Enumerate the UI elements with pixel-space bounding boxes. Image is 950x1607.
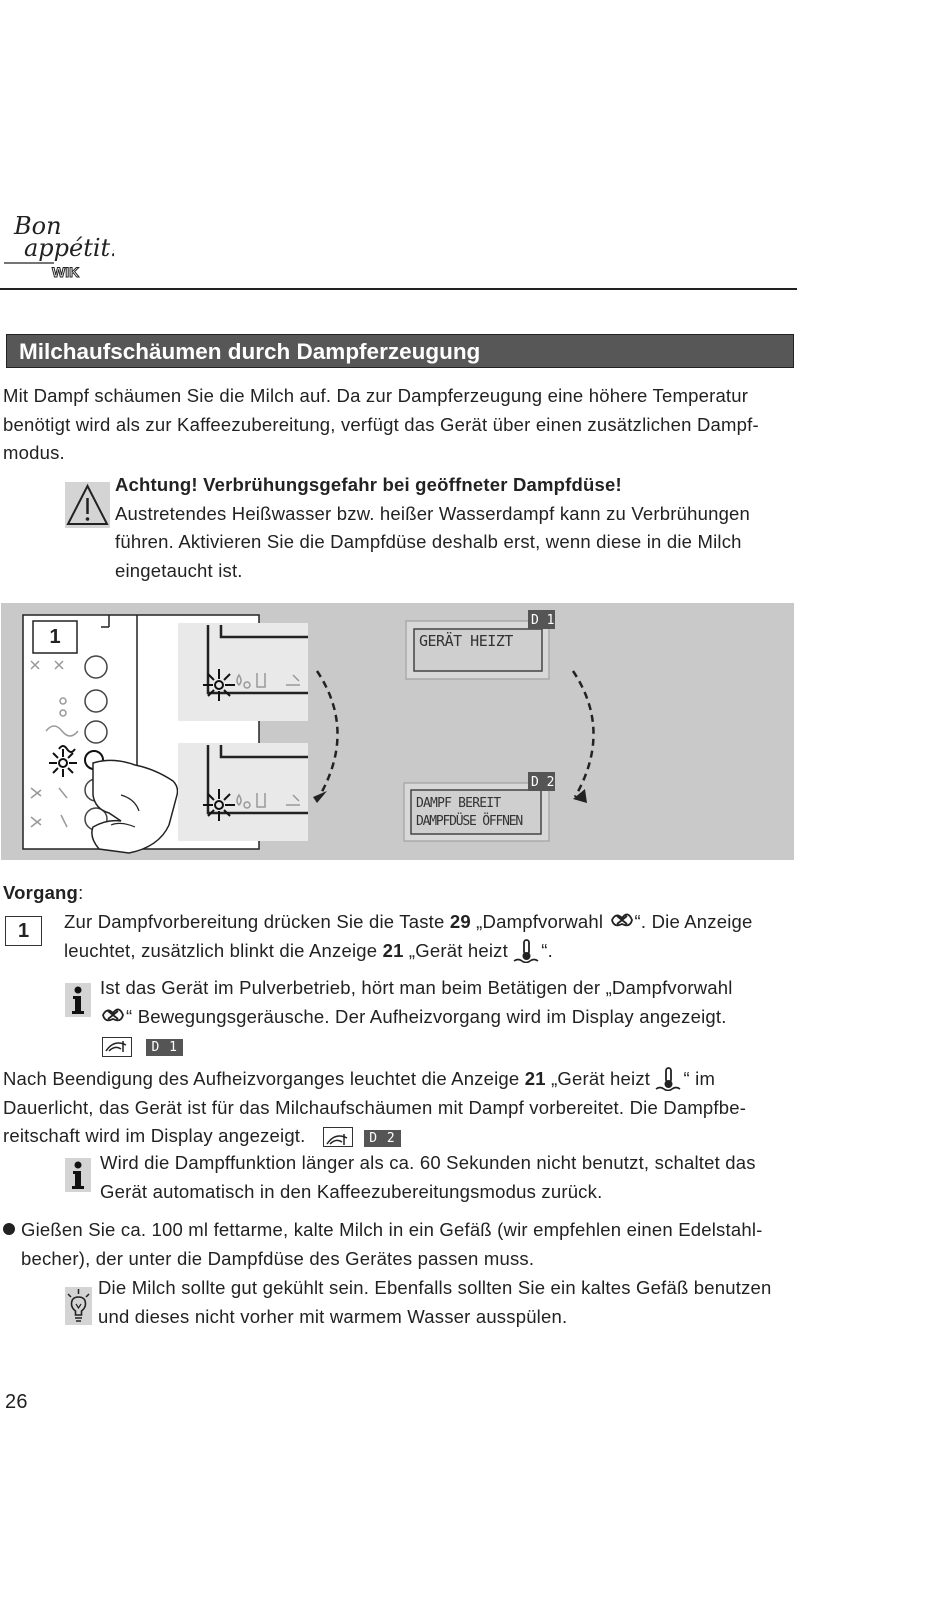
procedure-step-1: [64, 908, 824, 965]
warning-block: [115, 471, 815, 585]
warning-line-3: eingetaucht ist.: [115, 559, 243, 581]
procedure-step-number: 1: [5, 916, 42, 946]
tip-line-2: und dieses nicht vorher mit warmem Wasser ausspülen.: [98, 1305, 568, 1327]
display2-tag: D 2: [531, 775, 555, 790]
bullet-line-1: Gießen Sie ca. 100 ml fettarme, kalte Milch in ein Gefäß (wir empfehlen einen Edelstahl-: [21, 1219, 763, 1240]
figure-step-number: 1: [49, 626, 61, 648]
info1-display-tag: D 1: [146, 1039, 182, 1056]
bullet-dot: [3, 1223, 15, 1235]
steam-icon: [609, 910, 635, 932]
info2-line-1: Wird die Dampffunktion länger als ca. 60 Sekunden nicht benutzt, schaltet das: [100, 1152, 756, 1173]
info-note-2: [100, 1149, 820, 1206]
after-heating-paragraph: [3, 1065, 813, 1151]
header-rule: [0, 288, 797, 290]
bullet-item: [21, 1216, 821, 1273]
display1-tag: D 1: [531, 613, 555, 628]
intro-line-3: modus.: [3, 442, 65, 463]
warning-line-1: Austretendes Heißwasser bzw. heißer Wasserdampf kann zu Verbrühungen: [115, 502, 751, 524]
display1-text: GERÄT HEIZT: [419, 632, 513, 650]
display-eye-icon: [102, 1037, 132, 1057]
logo-line1: Bon: [14, 212, 62, 240]
intro-line-1: Mit Dampf schäumen Sie die Milch auf. Da zur Dampferzeugung eine höhere Temperatur: [3, 385, 749, 406]
after-line-2: Dauerlicht, das Gerät ist für das Milchaufschäumen mit Dampf vorbereitet. Die Dampfbe-: [3, 1096, 747, 1118]
info-icon: [65, 1158, 91, 1192]
thermometer-icon: [513, 939, 541, 963]
steam-icon: [100, 1005, 126, 1027]
info1-display-ref: [102, 1037, 183, 1057]
procedure-heading: Vorgang:: [3, 882, 84, 903]
warning-title: Achtung! Verbrühungsgefahr bei geöffneter Dampfdüse!: [115, 474, 622, 495]
intro-line-2: benötigt wird als zur Kaffeezubereitung, verfügt das Gerät über einen zusätzlichen Dampf-: [3, 413, 759, 435]
warning-triangle-icon: [65, 482, 110, 528]
display2-line1: DAMPF BEREIT: [416, 796, 501, 811]
logo: [4, 208, 114, 286]
info-icon: [65, 983, 91, 1017]
procedure-step-line-1: Zur Dampfvorbereitung drücken Sie die Taste 29 „Dampfvorwahl “. Die Anzeige: [64, 911, 753, 932]
after-line-3: reitschaft wird im Display angezeigt. D 2: [3, 1122, 813, 1151]
info1-line-1: Ist das Gerät im Pulverbetrieb, hört man beim Betätigen der „Dampfvorwahl: [100, 977, 733, 998]
logo-brand: WIK: [52, 264, 80, 280]
display-eye-icon: [323, 1127, 353, 1147]
after-line-1: Nach Beendigung des Aufheizvorganges leuchtet die Anzeige 21 „Gerät heizt “ im: [3, 1068, 716, 1089]
display2-line2: DAMPFDÜSE ÖFFNEN: [416, 814, 523, 829]
logo-line2: appétit!: [24, 234, 114, 262]
figure-steam-steps: [1, 603, 794, 860]
after-display-tag: D 2: [364, 1130, 400, 1147]
info-note-1: [100, 974, 820, 1031]
tip-note: [98, 1274, 818, 1331]
info2-line-2: Gerät automatisch in den Kaffeezubereitungsmodus zurück.: [100, 1180, 603, 1202]
info1-line-2: “ Bewegungsgeräusche. Der Aufheizvorgang wird im Display angezeigt.: [100, 1003, 820, 1032]
warning-line-2: führen. Aktivieren Sie die Dampfdüse deshalb erst, wenn diese in die Milch: [115, 531, 742, 552]
intro-paragraph: [3, 382, 803, 468]
section-title: Milchaufschäumen durch Dampferzeugung: [6, 334, 794, 368]
tip-lightbulb-icon: [65, 1287, 92, 1325]
page-number: 26: [5, 1391, 28, 1413]
bullet-line-2: becher), der unter die Dampfdüse des Gerätes passen muss.: [21, 1247, 535, 1269]
thermometer-icon: [655, 1067, 683, 1091]
tip-line-1: Die Milch sollte gut gekühlt sein. Ebenfalls sollten Sie ein kaltes Gefäß benutzen: [98, 1277, 772, 1298]
procedure-step-line-2: leuchtet, zusätzlich blinkt die Anzeige 21 „Gerät heizt “.: [64, 939, 553, 961]
